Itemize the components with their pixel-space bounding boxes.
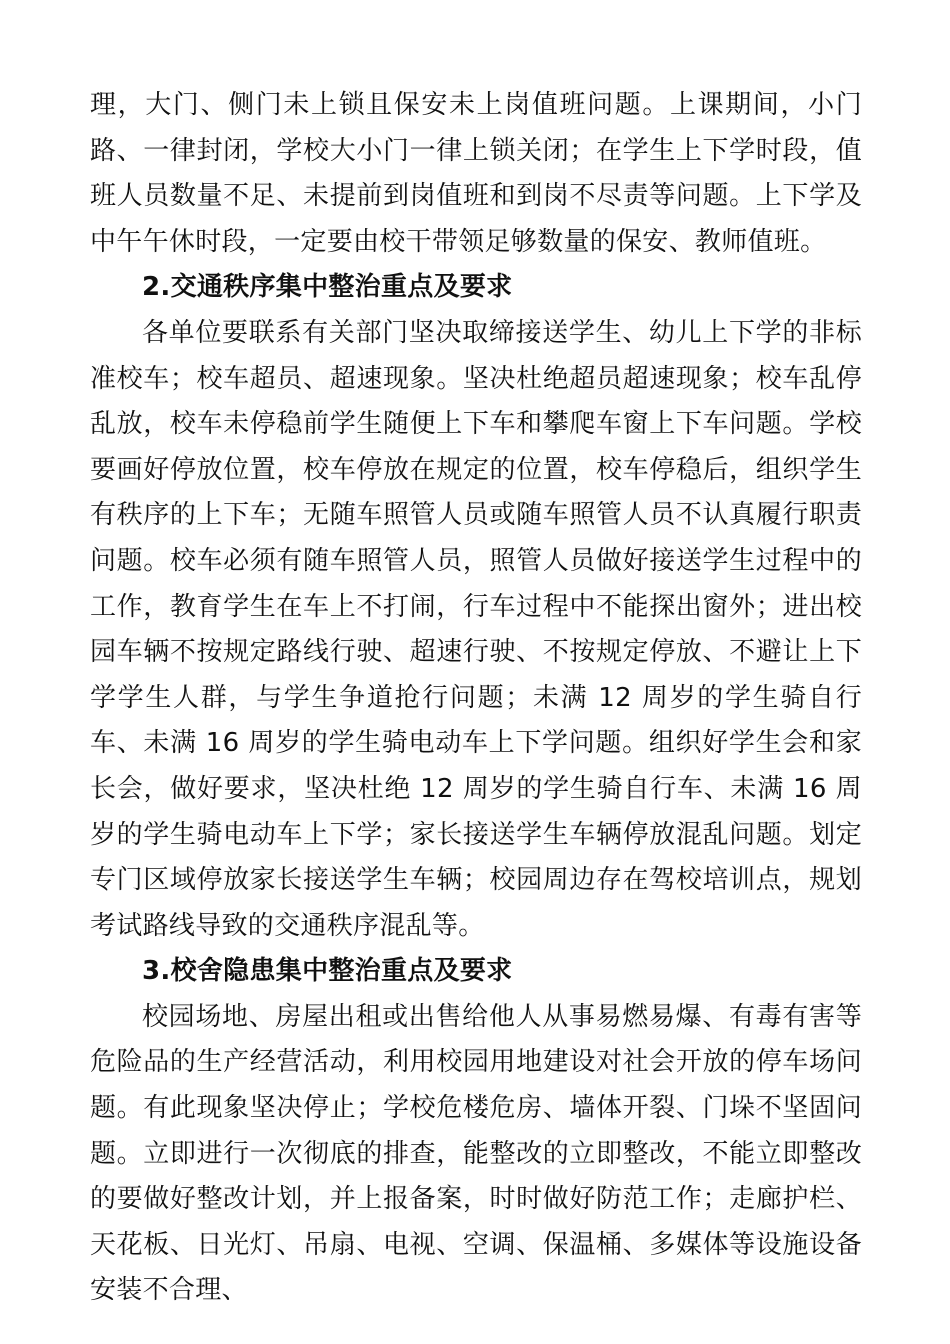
section-heading-school-building: 3.校舍隐患集中整治重点及要求 [142,956,513,987]
document-page [90,83,862,1314]
paragraph-school-gate-duty: 理，大门、侧门未上锁且保安未上岗值班问题。上课期间，小门路、一律封闭，学校大小门一律上锁关闭；在学生上下学时段，值班人员数量不足、未提前到岗值班和到岗不尽责等问题。上下学及中午午休时段，一定要由校干带领足够数量的保安、教师值班。 [90,90,862,257]
paragraph-traffic-order: 各单位要联系有关部门坚决取缔接送学生、幼儿上下学的非标准校车；校车超员、超速现象。坚决杜绝超员超速现象；校车乱停乱放，校车未停稳前学生随便上下车和攀爬车窗上下车问题。学校要画好停放位置，校车停放在规定的位置，校车停稳后，组织学生有秩序的上下车；无随车照管人员或随车照管人员不认真履行职责问题。校车必须有随车照管人员，照管人员做好接送学生过程中的工作，教育学生在车上不打闹，行车过程中不能探出窗外；进出校园车辆不按规定路线行驶、超速行驶、不按规定停放、不避让上下学学生人群，与学生争道抢行问题；未满 12 周岁的学生骑自行车、未满 16 周岁的学生骑电动车上下学问题。组织好学生会和家长会，做好要求，坚决杜绝 12 周岁的学生骑自行车、未满 16 周岁的学生骑电动车上下学；家长接送学生车辆停放混乱问题。划定专门区域停放家长接送学生车辆；校园周边存在驾校培训点，规划考试路线导致的交通秩序混乱等。 [90,317,862,941]
section-heading-traffic-order: 2.交通秩序集中整治重点及要求 [142,272,513,303]
paragraph-school-building: 校园场地、房屋出租或出售给他人从事易燃易爆、有毒有害等危险品的生产经营活动，利用校园用地建设对社会开放的停车场问题。有此现象坚决停止；学校危楼危房、墙体开裂、门垛不坚固问题。立即进行一次彻底的排查，能整改的立即整改，不能立即整改的要做好整改计划，并上报备案，时时做好防范工作；走廊护栏、天花板、日光灯、吊扇、电视、空调、保温桶、多媒体等设施设备安装不合理、 [90,1001,862,1306]
